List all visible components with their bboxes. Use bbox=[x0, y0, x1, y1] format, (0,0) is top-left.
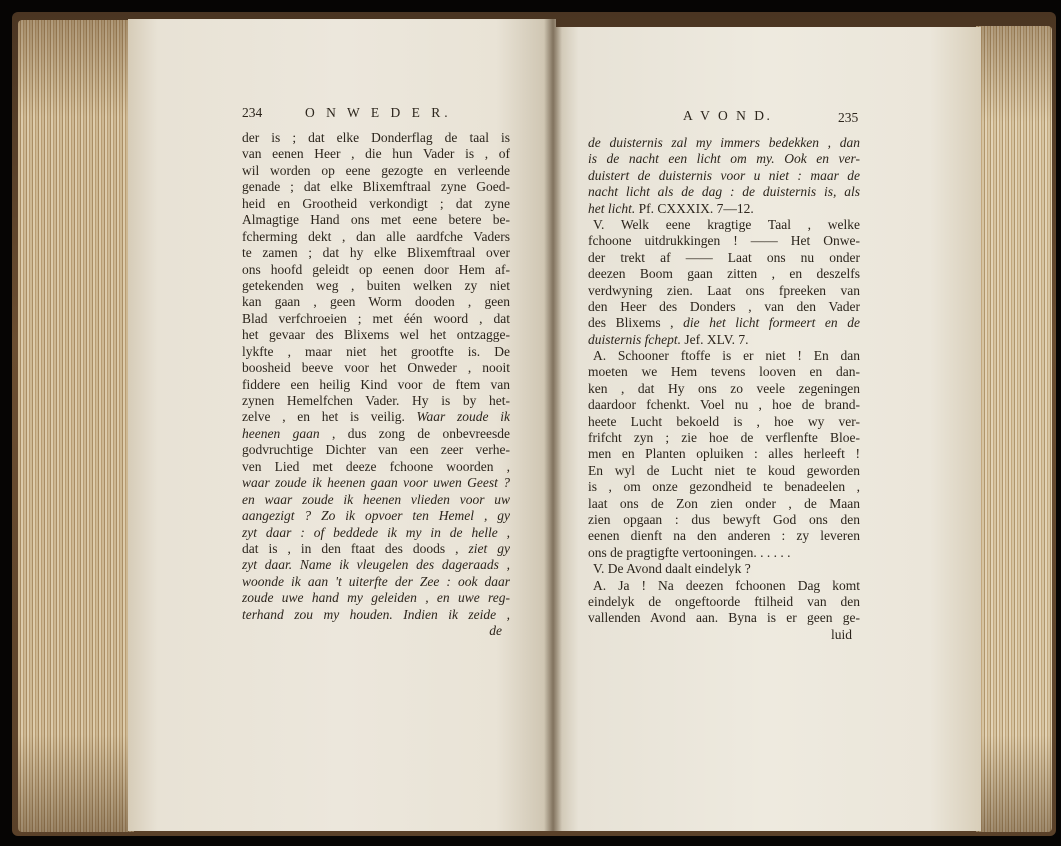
text-line: A. Ja ! Na deezen fchoonen Dag komt bbox=[593, 577, 860, 593]
text-line: A. Schooner ftoffe is er niet ! En dan bbox=[593, 348, 860, 364]
text-line: eindelyk de ongeftoorde ftilheid van den bbox=[588, 593, 860, 609]
text-line: der is ; dat elke Donderflag de taal is bbox=[242, 130, 510, 145]
text-line: dat is , in den ftaat des doods , ziet gy bbox=[242, 540, 510, 556]
text-line: deezen Boom gaan zitten , en deszelfs bbox=[588, 266, 860, 282]
text-line: ons hoofd geleidt op eenen door Hem af- bbox=[242, 261, 510, 277]
text-line: ons de pragtigfte vertooningen. . . . . . bbox=[588, 544, 791, 560]
text-line: getekenden weg , buiten welken zy niet bbox=[242, 277, 510, 293]
text-line: wil worden op eene gezogte en verleende bbox=[242, 162, 510, 178]
text-line: duistert de duisternis voor u niet : maar de bbox=[588, 167, 860, 183]
text-column-right bbox=[588, 135, 860, 643]
text-column-left bbox=[242, 130, 510, 640]
text-line: waar zoude ik heenen gaan voor uwen Geest ? bbox=[242, 475, 510, 491]
text-line: eenen dienft na den anderen : zy leveren bbox=[588, 528, 860, 544]
text-line: is de nacht een licht om my. Ook en ver- bbox=[588, 151, 860, 167]
text-line: woonde ik aan 't uiterfte der Zee : ook daar bbox=[242, 573, 510, 589]
text-line: boosheid beeve voor het Onweder , nooit bbox=[242, 360, 510, 376]
text-line: men en Planten opluiken : alles herleeft ! bbox=[588, 446, 860, 462]
text-line: En wyl de Lucht niet te koud geworden bbox=[588, 462, 860, 478]
text-line: van eenen Heer , die hun Vader is , of bbox=[242, 146, 510, 162]
text-line: zyt daar. Name ik vleugelen des dageraads , bbox=[242, 557, 510, 573]
text-line: zynen Hemelfchen Vader. Hy is by het- bbox=[242, 393, 510, 408]
text-line: heete Lucht bekoeld is , hoe wy ver- bbox=[588, 413, 860, 429]
text-line: is , om onze gezondheid te benadeelen , bbox=[588, 479, 860, 495]
text-line: te zamen ; dat hy elke Blixemftraal over bbox=[242, 245, 510, 261]
catchword: luid bbox=[830, 626, 852, 642]
text-line: aangezigt ? Zo ik opvoer ten Hemel , gy bbox=[242, 508, 510, 524]
text-line: V. Welk eene kragtige Taal , welke bbox=[593, 216, 860, 232]
page-number-right: 235 bbox=[838, 110, 859, 125]
text-line: vallenden Avond aan. Byna is er geen ge- bbox=[588, 610, 860, 626]
text-line: zelve , en het is veilig. Waar zoude ik bbox=[242, 409, 510, 425]
text-line: frifcht zyn ; zie hoe de verflenfte Bloe- bbox=[588, 430, 860, 446]
text-line: heid en Grootheid verkondigt ; dat zyne bbox=[242, 195, 510, 211]
text-line: daardoor fchenkt. Voel nu , hoe de brand- bbox=[588, 397, 860, 413]
text-line: en waar zoude ik heenen vlieden voor uw bbox=[242, 491, 510, 507]
text-line: V. De Avond daalt eindelyk ? bbox=[593, 561, 751, 577]
text-line: den Heer des Donders , van den Vader bbox=[588, 298, 860, 314]
text-line: verdwyning zien. Laat ons fpreeken van bbox=[588, 282, 860, 298]
text-line: Almagtige Hand ons met eene betere be- bbox=[242, 212, 510, 228]
text-line: fchoone uitdrukkingen ! —— Het Onwe- bbox=[588, 233, 860, 249]
text-line: Blad verfchroeien ; met één woord , dat bbox=[242, 310, 510, 326]
text-line: duisternis fchept. Jef. XLV. 7. bbox=[588, 331, 749, 347]
book-gutter bbox=[544, 19, 562, 831]
text-line: zyt daar : of beddede ik my in de helle , bbox=[242, 524, 510, 540]
text-line: het gevaar des Blixems wel het ontzagge- bbox=[242, 327, 510, 343]
text-line: der trekt af —— Laat ons nu onder bbox=[588, 249, 860, 265]
text-line: genade ; dat elke Blixemftraal zyne Goed- bbox=[242, 179, 510, 195]
text-line: terhand zou my houden. Indien ik zeide , bbox=[242, 606, 510, 622]
text-line: zoude uwe hand my geleiden , en uwe reg- bbox=[242, 590, 510, 606]
page-number-left: 234 bbox=[242, 105, 263, 120]
text-line: fcherming dekt , dan alle aardfche Vaders bbox=[242, 228, 510, 244]
text-line: ken , dat Hy ons zo veele zegeningen bbox=[588, 380, 860, 396]
running-head-left: O N W E D E R. bbox=[305, 105, 452, 120]
text-line: lykfte , maar niet het grootfte is. De bbox=[242, 343, 510, 359]
text-line: de duisternis zal my immers bedekken , dan bbox=[588, 135, 860, 150]
text-line: het licht. Pf. CXXXIX. 7—12. bbox=[588, 200, 754, 216]
text-line: moeten we Hem tevens looven en dan- bbox=[588, 364, 860, 380]
text-line: fiddere een heilig Kind voor de ftem van bbox=[242, 376, 510, 392]
page-edges-left bbox=[18, 20, 134, 832]
text-line: laat ons de Zon zien onder , de Maan bbox=[588, 495, 860, 511]
text-line: kan gaan , geen Worm dooden , geen bbox=[242, 294, 510, 310]
text-line: heenen gaan , dus zong de onbevreesde bbox=[242, 425, 510, 441]
text-line: des Blixems , die het licht formeert en de bbox=[588, 315, 860, 331]
text-line: godvruchtige Dichter van een zeer verhe- bbox=[242, 442, 510, 458]
catchword: de bbox=[489, 623, 502, 639]
running-head-right: A V O N D. bbox=[683, 108, 773, 123]
page-edges-right bbox=[976, 26, 1052, 832]
text-line: zien opgaan : dus bewyft God ons den bbox=[588, 511, 860, 527]
text-line: ven Lied met deeze fchoone woorden , bbox=[242, 458, 510, 474]
text-line: nacht licht als de dag : de duisternis is, als bbox=[588, 184, 860, 200]
